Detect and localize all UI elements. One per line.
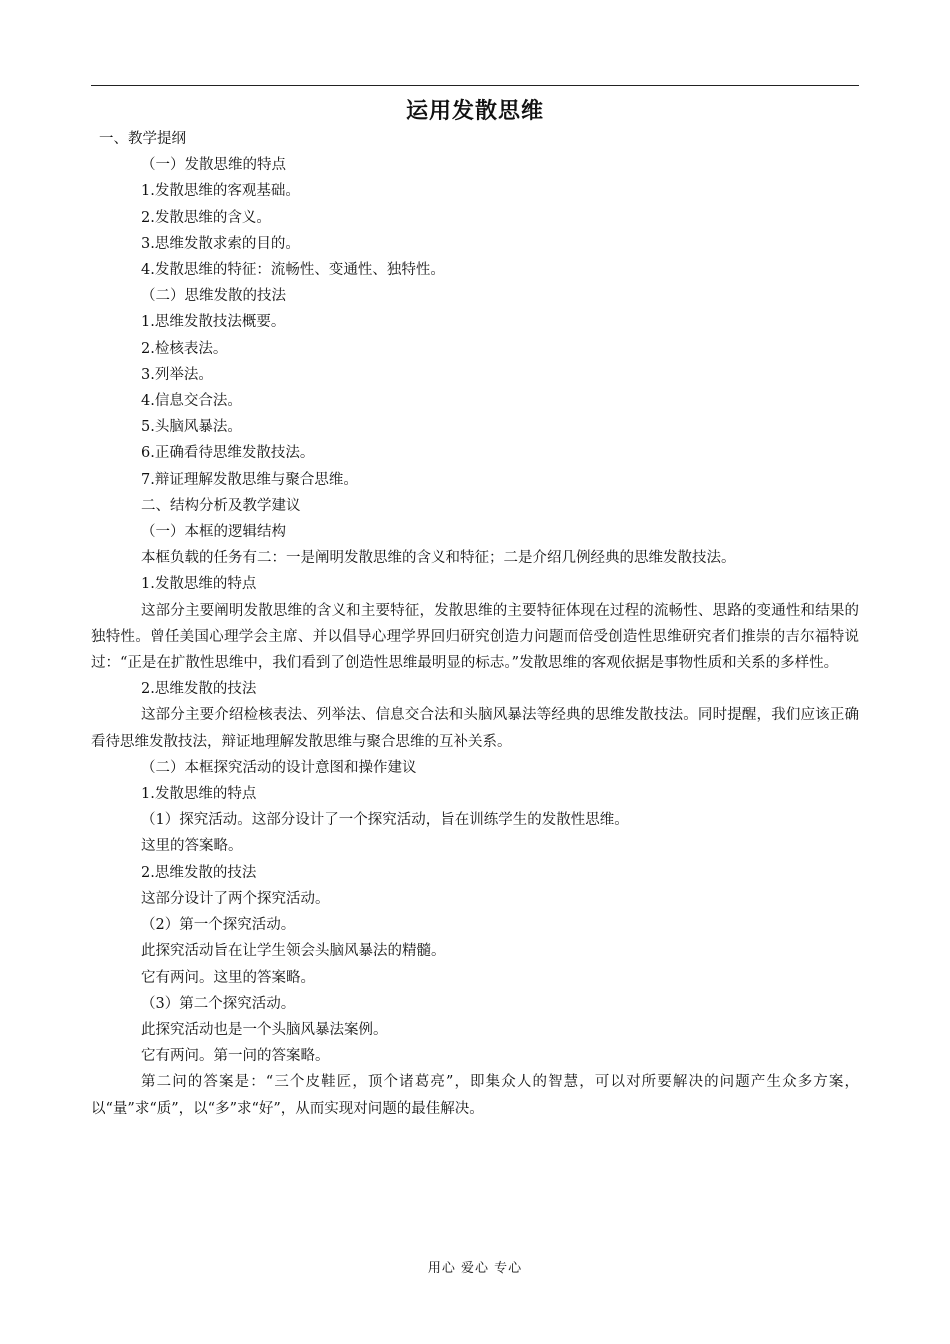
- paragraph-6: 4.发散思维的特征：流畅性、变通性、独特性。: [141, 262, 445, 279]
- paragraph-10: 3.列举法。: [141, 366, 213, 383]
- paragraph-15: 二、结构分析及教学建议: [141, 497, 301, 514]
- paragraph-13: 6.正确看待思维发散技法。: [141, 445, 315, 462]
- paragraph-5: 3.思维发散求索的目的。: [141, 235, 300, 252]
- paragraph-22: （二）本框探究活动的设计意图和操作建议: [141, 759, 417, 776]
- paragraph-20: 2.思维发散的技法: [141, 681, 257, 698]
- paragraph-31: （3）第二个探究活动。: [141, 995, 296, 1012]
- paragraph-17: 本框负载的任务有二：一是阐明发散思维的含义和特征；二是介绍几例经典的思维发散技法。: [141, 550, 736, 567]
- paragraph-4: 2.发散思维的含义。: [141, 209, 271, 226]
- paragraph-14: 7.辩证理解发散思维与聚合思维。: [141, 471, 358, 488]
- paragraph-11: 4.信息交合法。: [141, 393, 242, 410]
- paragraph-18: 1.发散思维的特点: [141, 576, 257, 593]
- paragraph-32: 此探究活动也是一个头脑风暴法案例。: [141, 1021, 388, 1038]
- paragraph-2: （一）发散思维的特点: [141, 157, 286, 174]
- paragraph-34: 第二问的答案是：“三个皮鞋匠，顶个诸葛亮”，即集众人的智慧，可以对所要解决的问题产生众多方案，以“量”求“质”，以“多”求“好”，从而实现对问题的最佳解决。: [91, 1074, 859, 1117]
- paragraph-30: 它有两问。这里的答案略。: [141, 969, 315, 986]
- paragraph-21: 这部分主要介绍检核表法、列举法、信息交合法和头脑风暴法等经典的思维发散技法。同时提醒，我们应该正确看待思维发散技法，辩证地理解发散思维与聚合思维的互补关系。: [91, 707, 859, 750]
- document-title: 运用发散思维: [405, 99, 544, 124]
- paragraph-3: 1.发散思维的客观基础。: [141, 183, 300, 200]
- paragraph-29: 此探究活动旨在让学生领会头脑风暴法的精髓。: [141, 943, 446, 960]
- paragraph-23: 1.发散思维的特点: [141, 786, 257, 803]
- paragraph-26: 2.思维发散的技法: [141, 864, 257, 881]
- paragraph-9: 2.检核表法。: [141, 340, 228, 357]
- paragraph-33: 它有两问。第一问的答案略。: [141, 1048, 330, 1065]
- paragraph-8: 1.思维发散技法概要。: [141, 314, 286, 331]
- paragraph-28: （2）第一个探究活动。: [141, 917, 296, 934]
- paragraph-1: 一、教学提纲: [99, 131, 186, 147]
- paragraph-27: 这部分设计了两个探究活动。: [141, 890, 330, 907]
- header-rule: [91, 85, 859, 86]
- paragraph-12: 5.头脑风暴法。: [141, 419, 242, 436]
- paragraph-24: （1）探究活动。这部分设计了一个探究活动，旨在训练学生的发散性思维。: [141, 812, 629, 829]
- page-footer: 用心 爱心 专心: [427, 1261, 523, 1276]
- paragraph-25: 这里的答案略。: [141, 838, 243, 855]
- document-body: [91, 126, 859, 1122]
- paragraph-16: （一）本框的逻辑结构: [141, 524, 286, 541]
- paragraph-7: （二）思维发散的技法: [141, 288, 286, 305]
- paragraph-19: 这部分主要阐明发散思维的含义和主要特征，发散思维的主要特征体现在过程的流畅性、思路的变通性和结果的独特性。曾任美国心理学会主席、并以倡导心理学界回归研究创造力问题而倍受创造性思维研究者们推崇的吉尔福特说过：“正是在扩散性思维中，我们看到了创造性思维最明显的标志。”发散思维的客观依据是事物性质和关系的多样性。: [91, 602, 859, 672]
